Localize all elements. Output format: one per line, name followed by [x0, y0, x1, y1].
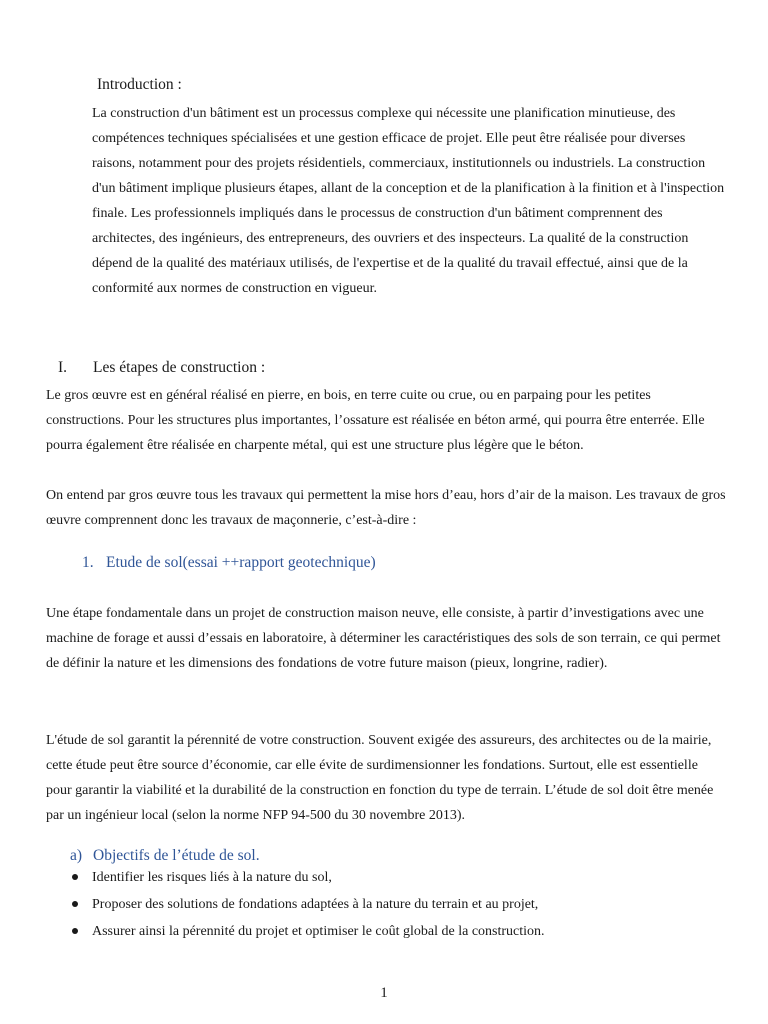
- list-item: [46, 918, 726, 945]
- list-item-text: Assurer ainsi la pérennité du projet et optimiser le coût global de la construction.: [92, 924, 545, 939]
- introduction-paragraph: La construction d'un bâtiment est un processus complexe qui nécessite une planification minutieuse, des compétences techniques spécialisées et une gestion efficace de projet. Elle peut être réalisée pour diverses raisons, notamment pour des projets résidentiels, commerciaux, institutionnels ou industriels. La construction d'un bâtiment implique plusieurs étapes, allant de la conception et de la planification à la finition et à l'inspection finale. Les professionnels impliqués dans le processus de construction d'un bâtiment comprennent des architectes, des ingénieurs, des entrepreneurs, des ouvriers et des inspecteurs. La qualité de la construction dépend de la qualité des matériaux utilisés, de l'expertise et de la qualité du travail effectué, ainsi que de la conformité aux normes de construction en vigueur.: [92, 106, 725, 296]
- introduction-title: Introduction :: [97, 76, 182, 93]
- page-number: 1: [380, 985, 388, 1001]
- list-item-text: Proposer des solutions de fondations adaptées à la nature du terrain et au projet,: [92, 897, 539, 912]
- objectives-letter: a): [70, 847, 83, 864]
- section-paragraph-2: On entend par gros œuvre tous les travaux qui permettent la mise hors d’eau, hors d’air de la maison. Les travaux de gros œuvre comprennent donc les travaux de maçonnerie, c’est-à-dire :: [46, 488, 726, 528]
- introduction-heading: [97, 75, 182, 95]
- subsection-number: 1.: [82, 554, 94, 571]
- section-number: I.: [58, 359, 68, 376]
- section-title: Les étapes de construction :: [93, 359, 266, 376]
- list-item: [46, 864, 726, 891]
- section-paragraph-1: Le gros œuvre est en général réalisé en pierre, en bois, en terre cuite ou crue, ou en parpaing pour les petites constructions. Pour les structures plus importantes, l’ossature est réalisée en béton armé, qui pourra être enterrée. Elle pourra également être réalisée en charpente métal, qui est une structure plus légère que le béton.: [46, 388, 705, 453]
- list-item: [46, 891, 726, 918]
- subsection-title: Etude de sol(essai ++rapport geotechnique): [106, 554, 376, 571]
- subsection-heading: [82, 554, 376, 572]
- bullet-icon: [72, 928, 78, 934]
- bullet-icon: [72, 874, 78, 880]
- objectives-list: [46, 864, 726, 945]
- list-item-text: Identifier les risques liés à la nature du sol,: [92, 870, 332, 885]
- section-heading: [58, 358, 265, 378]
- bullet-icon: [72, 901, 78, 907]
- objectives-title: Objectifs de l’étude de sol.: [93, 847, 260, 864]
- subsection-paragraph-2: L'étude de sol garantit la pérennité de votre construction. Souvent exigée des assureurs, des architectes ou de la mairie, cette étude peut être source d’économie, car elle évite de surdimensionner les fondations. Surtout, elle est essentielle pour garantir la viabilité et la durabilité de la construction en fonction du type de terrain. L’étude de sol doit être menée par un ingénieur local (selon la norme NFP 94-500 du 30 novembre 2013).: [46, 733, 714, 823]
- objectives-heading: [70, 847, 260, 865]
- subsection-paragraph-1: Une étape fondamentale dans un projet de construction maison neuve, elle consiste, à partir d’investigations avec une machine de forage et aussi d’essais en laboratoire, à déterminer les caractéristiques des sols de son terrain, ce qui permet de définir la nature et les dimensions des fondations de votre future maison (pieux, longrine, radier).: [46, 606, 721, 671]
